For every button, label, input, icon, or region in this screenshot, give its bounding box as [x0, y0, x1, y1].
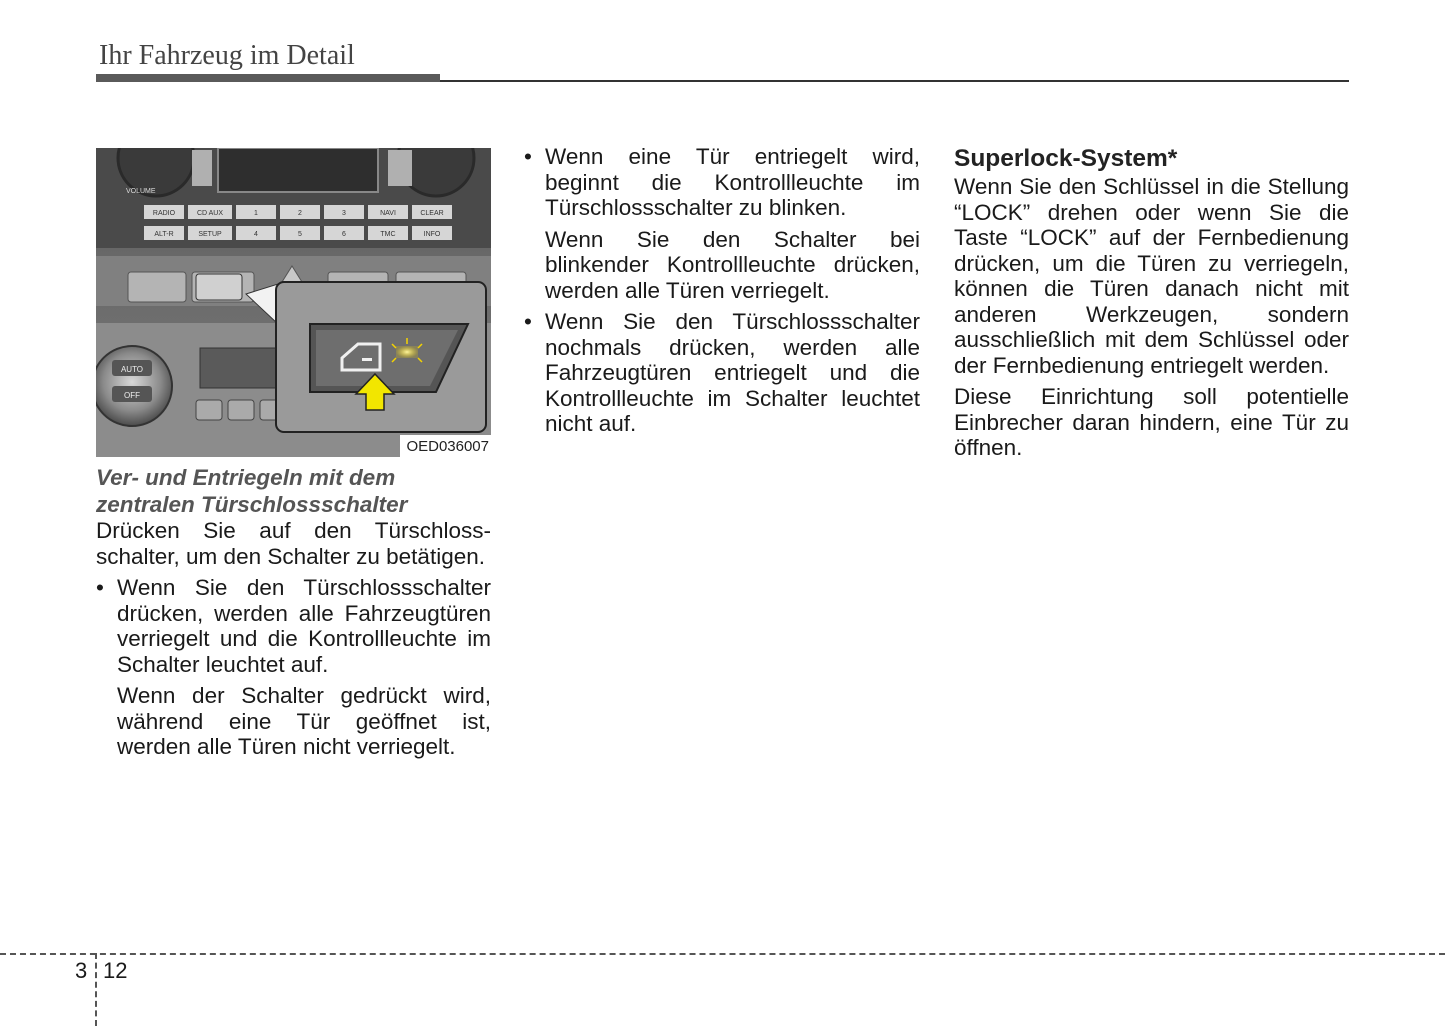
volume-label: VOLUME [126, 188, 156, 195]
preset-3-label: 3 [342, 210, 346, 217]
clear-button-label: CLEAR [420, 210, 444, 217]
cd-aux-button-label: CD AUX [196, 210, 224, 217]
caption-line-1: Ver- und Entriegeln mit dem [96, 465, 396, 490]
footer-rule [0, 953, 1445, 955]
column-left [96, 464, 491, 766]
navi-button-label: NAVI [380, 210, 396, 217]
indicator-light [396, 346, 418, 358]
bullet-continuation: Wenn Sie den Schalter bei blinkender Kontrollleuchte drücken, werden alle Türen verriegelt. [545, 226, 920, 303]
figure-code: OED036007 [400, 435, 491, 457]
alt-r-button-label: ALT-R [154, 231, 174, 238]
intro-paragraph: Drücken Sie auf den Türschlossschalter, um den Schalter zu betätigen. [96, 518, 491, 569]
section-heading: Superlock-System* [954, 145, 1178, 172]
superlock-purpose-paragraph: Diese Einrichtung soll potentielle Einbrecher daran hindern, eine Tür zu öffnen. [954, 384, 1349, 460]
bullet-text: Wenn Sie den Türschlossschalter drücken, werden alle Fahrzeugtüren verriegelt und die Kontrollleuchte im Schalter leuchtet auf. [117, 575, 491, 677]
dashboard-figure [96, 148, 491, 457]
preset-1-label: 1 [254, 210, 258, 217]
figure-caption [96, 464, 491, 518]
dashboard-illustration [96, 148, 491, 457]
bullet-text: Wenn Sie den Türschlossschalter nochmals drücken, werden alle Fahrzeugtüren entriegelt und die Kontrollleuchte im Schalter leuchtet nicht auf. [545, 309, 920, 436]
caption-line-2: zentralen Türschlossschalter [96, 492, 408, 517]
preset-5-label: 5 [298, 231, 302, 238]
header-rule-thick [96, 74, 440, 82]
bullet-list-middle [524, 144, 920, 437]
radio-button-label: RADIO [152, 210, 176, 217]
bullet-text: Wenn eine Tür entriegelt wird, beginnt die Kontrollleuchte im Türschlossschalter zu blinken. [545, 144, 920, 220]
column-right [954, 144, 1349, 461]
preset-6-label: 6 [342, 231, 346, 238]
bullet-dot: • [96, 575, 104, 600]
page-header-title: Ihr Fahrzeug im Detail [99, 40, 355, 71]
chapter-number: 3 [75, 958, 88, 983]
bullet-list-left [96, 575, 491, 760]
preset-4-label: 4 [254, 231, 258, 238]
setup-button-label: SETUP [198, 231, 222, 238]
bullet-dot: • [524, 144, 532, 169]
footer-divider [95, 953, 97, 1026]
header-rule-thin [440, 80, 1349, 82]
superlock-paragraph: Wenn Sie den Schlüssel in die Stellung “LOCK” drehen oder wenn Sie die Taste “LOCK” auf der Fernbedienung drücken, um die Türen zu verriegeln, können die Türen danach nicht mit anderen Werkzeugen, sondern ausschließlich mit dem Schlüssel oder der Fernbedienung entriegelt werden. [954, 174, 1349, 378]
tmc-button-label: TMC [380, 231, 396, 238]
column-middle [524, 144, 920, 443]
bullet-continuation: Wenn der Schalter gedrückt wird, während eine Tür geöffnet ist, werden alle Türen nicht verriegelt. [117, 683, 491, 759]
info-button-label: INFO [423, 231, 441, 238]
list-item [96, 575, 491, 760]
page-number: 12 [103, 958, 128, 983]
list-item [524, 144, 920, 303]
off-button-label: OFF [124, 391, 140, 400]
preset-2-label: 2 [298, 210, 302, 217]
list-item [524, 309, 920, 437]
bullet-dot: • [524, 309, 532, 334]
auto-button-label: AUTO [120, 365, 144, 374]
